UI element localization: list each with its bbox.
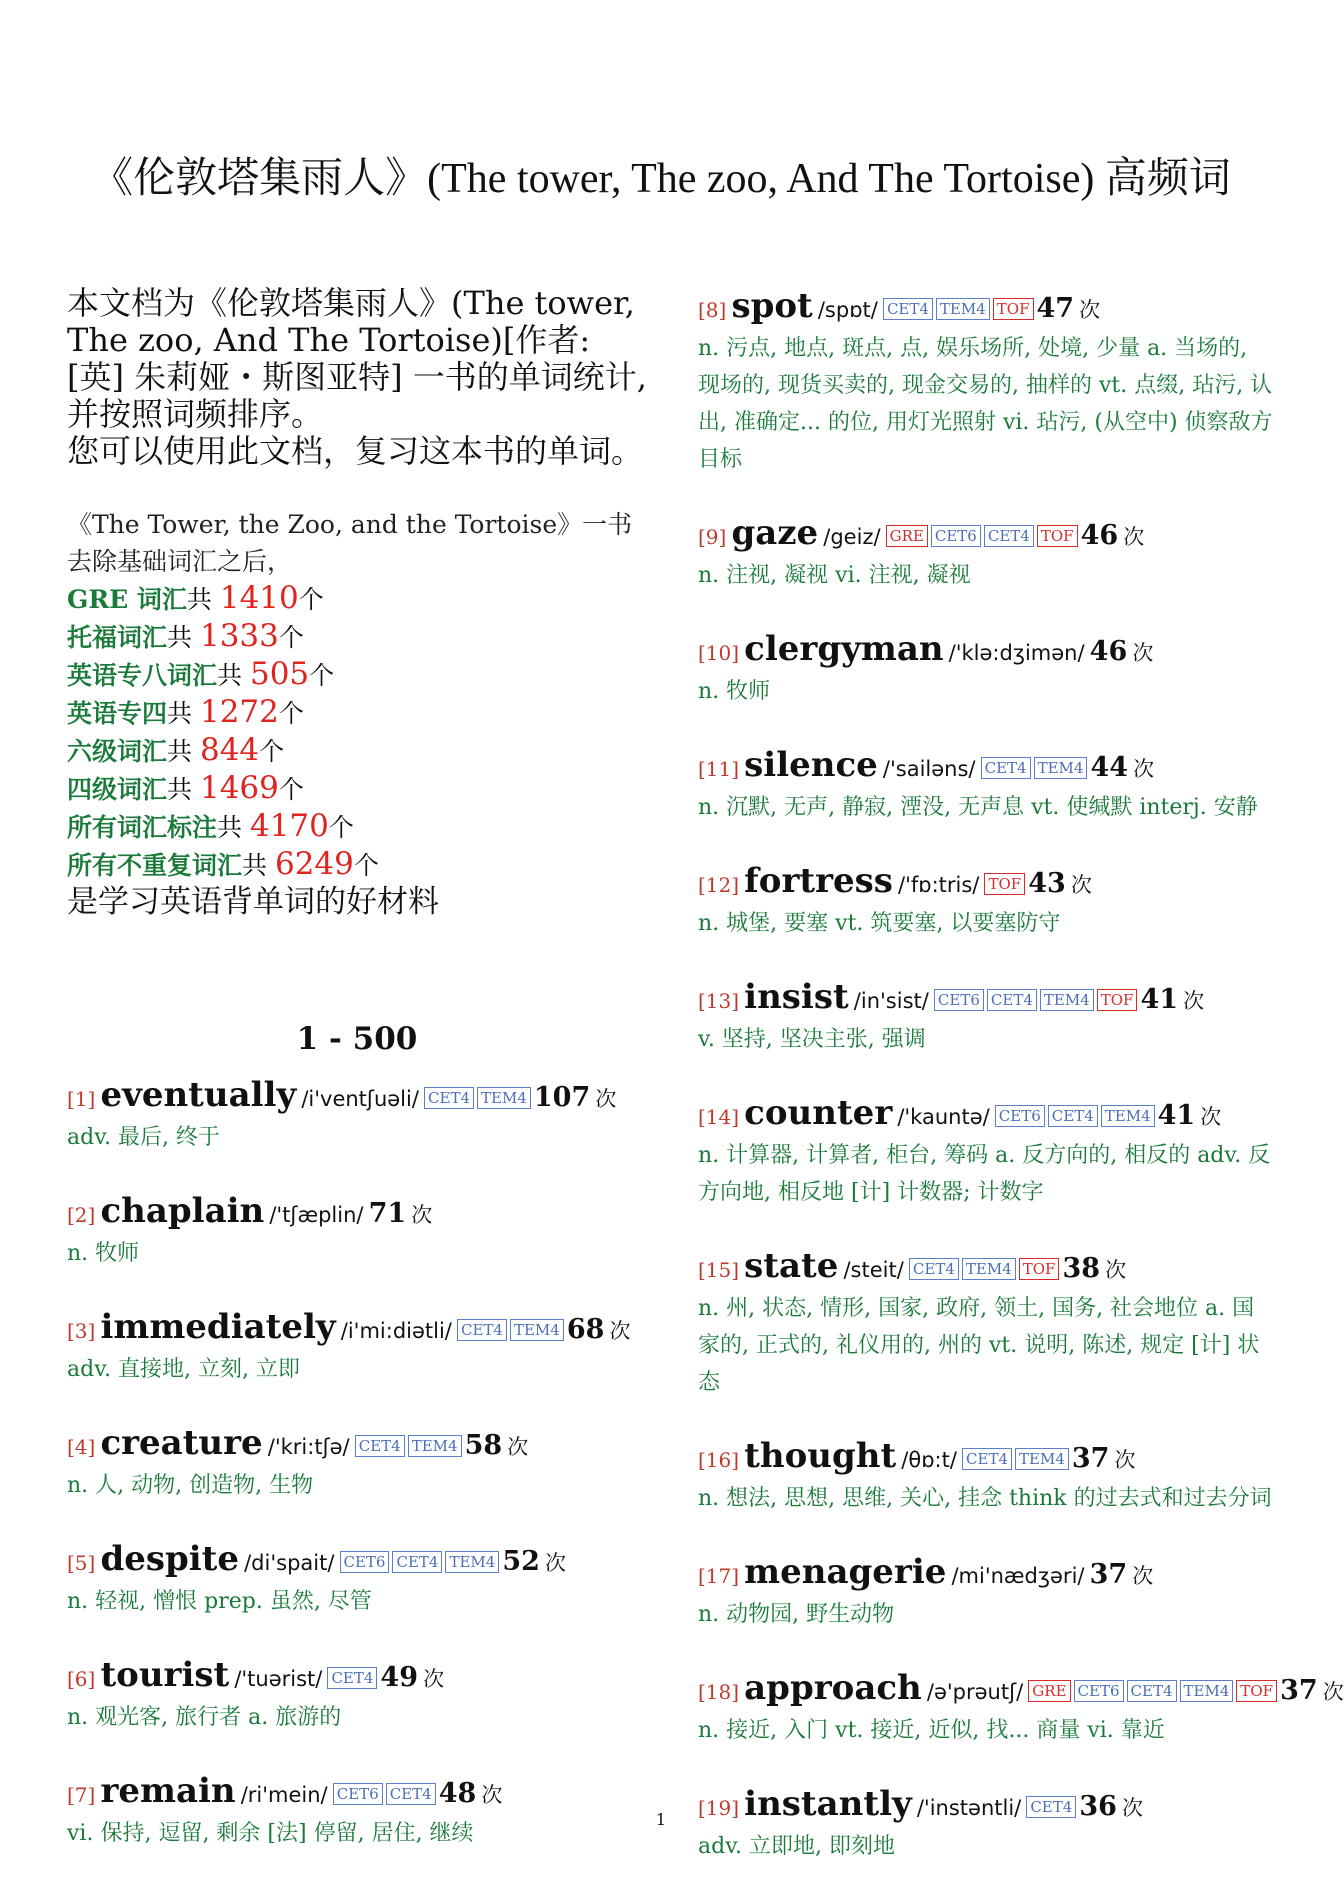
word-entry: [698, 631, 1276, 710]
definition: adv. 立即地, 即刻地: [698, 1834, 895, 1859]
phonetic: /'tuərist/: [234, 1667, 323, 1691]
frequency-count: 49: [380, 1662, 418, 1693]
headword: instantly: [744, 1784, 912, 1824]
stat-connector: 共: [217, 661, 250, 690]
stat-unit: 个: [353, 851, 379, 880]
frequency-count: 38: [1062, 1253, 1101, 1284]
level-tag: CET6: [934, 989, 984, 1011]
headword: gaze: [731, 513, 819, 553]
word-rank: [3]: [67, 1319, 96, 1343]
document-title: 《伦敦塔集雨人》(The tower, The zoo, And The Tortoise) 高频词: [91, 156, 1231, 202]
phonetic: /i'ventʃuəli/: [301, 1087, 419, 1111]
frequency-unit: 次: [1132, 641, 1154, 665]
stat-connector: 共: [167, 775, 200, 804]
entry-header: [698, 979, 1276, 1021]
entry-header: [698, 747, 1276, 789]
phonetic: /'tʃæplin/: [269, 1203, 364, 1227]
frequency-unit: 次: [545, 1551, 566, 1575]
level-tag: CET4: [984, 525, 1034, 547]
word-rank: [6]: [67, 1667, 96, 1691]
entry-header: [698, 515, 1276, 557]
level-tag: TEM4: [1034, 757, 1088, 779]
level-tag: TEM4: [445, 1551, 499, 1573]
entry-header: [698, 1668, 1344, 1712]
stat-count: 1410: [219, 580, 299, 616]
stat-count: 1469: [199, 770, 279, 806]
headword: insist: [744, 977, 849, 1017]
level-tag: GRE: [1028, 1680, 1070, 1702]
level-tag: CET4: [962, 1448, 1012, 1470]
headword: silence: [744, 745, 878, 785]
stat-label: 六级词汇: [67, 737, 168, 766]
frequency-unit: 次: [609, 1319, 631, 1343]
level-tag: CET4: [392, 1551, 442, 1573]
word-list-left: [67, 1077, 647, 1852]
word-entry: [698, 1248, 1276, 1401]
word-rank: [17]: [698, 1564, 740, 1588]
word-entry: [698, 747, 1276, 826]
frequency-unit: 次: [481, 1783, 503, 1807]
entry-header: [698, 631, 1276, 673]
word-entry: [698, 979, 1276, 1058]
level-tag: TOF: [984, 873, 1025, 895]
phonetic: /i'mi:diətli/: [340, 1319, 452, 1343]
frequency-count: 37: [1089, 1559, 1128, 1590]
left-column: [67, 285, 647, 1889]
definition: n. 人, 动物, 创造物, 生物: [67, 1473, 314, 1498]
frequency-unit: 次: [1121, 1796, 1143, 1820]
entry-header: [67, 1425, 647, 1467]
frequency-count: 107: [533, 1082, 591, 1113]
word-entry: [698, 1554, 1276, 1633]
frequency-unit: 次: [595, 1087, 617, 1111]
stat-count: 6249: [274, 846, 354, 882]
level-tag: CET4: [909, 1258, 959, 1280]
stat-count: 505: [249, 656, 310, 692]
level-tag: CET4: [386, 1783, 436, 1805]
frequency-unit: 次: [1200, 1105, 1222, 1129]
frequency-count: 68: [566, 1314, 605, 1345]
range-heading: 1 - 500: [296, 1021, 418, 1057]
frequency-unit: 次: [1105, 1258, 1127, 1282]
phonetic: /'kauntə/: [897, 1105, 990, 1129]
frequency-count: 48: [438, 1778, 477, 1809]
frequency-unit: 次: [1114, 1448, 1136, 1472]
level-tag: TOF: [1037, 525, 1078, 547]
level-tag: CET4: [981, 757, 1031, 779]
stat-count: 4170: [249, 808, 329, 844]
word-entry: [698, 1095, 1276, 1211]
level-tag: TEM4: [936, 298, 990, 320]
definition: n. 城堡, 要塞 vt. 筑要塞, 以要塞防守: [698, 911, 1061, 936]
level-tag: GRE: [886, 525, 928, 547]
stat-unit: 个: [309, 661, 335, 690]
word-rank: [2]: [67, 1203, 96, 1227]
frequency-count: 46: [1080, 520, 1119, 551]
definition: adv. 直接地, 立刻, 立即: [67, 1357, 300, 1382]
vocab-stats: [67, 506, 647, 921]
definition: n. 轻视, 憎恨 prep. 虽然, 尽管: [67, 1589, 372, 1614]
word-rank: [18]: [698, 1680, 740, 1704]
entry-header: [67, 1657, 647, 1699]
frequency-count: 36: [1079, 1791, 1117, 1822]
definition: n. 州, 状态, 情形, 国家, 政府, 领土, 国务, 社会地位 a. 国家的, 正式的, 礼仪用的, 州的 vt. 说明, 陈述, 规定 [计] 状态: [698, 1296, 1260, 1395]
level-tag: TEM4: [477, 1087, 531, 1109]
word-rank: [16]: [698, 1448, 740, 1472]
stat-connector: 共: [167, 737, 200, 766]
word-entry: [67, 1425, 647, 1504]
definition: n. 计算器, 计算者, 柜台, 筹码 a. 反方向的, 相反的 adv. 反方向地, 相反地 [计] 计数器; 计数字: [698, 1143, 1271, 1205]
definition: n. 牧师: [698, 679, 771, 704]
frequency-count: 52: [502, 1546, 540, 1577]
frequency-count: 46: [1089, 636, 1128, 667]
stat-row: [67, 846, 647, 884]
stat-count: 1333: [199, 618, 279, 654]
headword: immediately: [100, 1307, 336, 1347]
level-tag: CET4: [1026, 1796, 1076, 1818]
word-rank: [13]: [698, 989, 740, 1013]
intro-paragraph: 本文档为《伦敦塔集雨人》(The tower, The zoo, And The Tortoise)[作者: [英] 朱莉娅・斯图亚特] 一书的单词统计, 并按照词频排序。: [67, 284, 647, 433]
stat-connector: 共: [186, 585, 220, 614]
frequency-count: 41: [1157, 1100, 1196, 1131]
stat-row: [67, 732, 647, 770]
frequency-count: 44: [1090, 752, 1129, 783]
entry-header: [67, 1773, 647, 1815]
word-entry: [698, 1438, 1276, 1517]
entry-header: [67, 1309, 647, 1351]
phonetic: /'sailəns/: [882, 757, 976, 781]
page-number: 1: [655, 1810, 667, 1829]
level-tag: TOF: [1236, 1680, 1277, 1702]
level-tag: CET4: [883, 298, 933, 320]
frequency-count: 41: [1140, 984, 1179, 1015]
headword: state: [744, 1246, 839, 1286]
phonetic: /mi'nædʒəri/: [951, 1564, 1085, 1588]
phonetic: /'klə:dʒimən/: [948, 641, 1085, 665]
frequency-unit: 次: [1070, 873, 1092, 897]
stat-unit: 个: [278, 699, 304, 728]
frequency-unit: 次: [507, 1435, 529, 1459]
stat-row: [67, 580, 647, 618]
stat-connector: 共: [217, 813, 250, 842]
stat-label: 英语专四: [67, 699, 168, 728]
level-tag: TEM4: [1015, 1448, 1069, 1470]
entry-header: [698, 1095, 1276, 1137]
phonetic: /geiz/: [823, 525, 881, 549]
stat-row: [67, 770, 647, 808]
word-entry: [698, 515, 1276, 594]
headword: thought: [744, 1436, 897, 1476]
level-tag: CET4: [1127, 1680, 1177, 1702]
phonetic: /in'sist/: [853, 989, 929, 1013]
frequency-unit: 次: [1123, 525, 1145, 549]
stat-unit: 个: [278, 775, 304, 804]
frequency-unit: 次: [1079, 298, 1101, 322]
phonetic: /'fɒ:tris/: [898, 873, 980, 897]
definition: n. 污点, 地点, 斑点, 点, 娱乐场所, 处境, 少量 a. 当场的, 现场的, 现货买卖的, 现金交易的, 抽样的 vt. 点缀, 玷污, 认出, 准确定... 的位, 用灯光照射 vi. 玷污, (从空中) 侦察敌方目标: [698, 336, 1273, 472]
level-tag: TOF: [1097, 989, 1138, 1011]
frequency-count: 37: [1280, 1675, 1318, 1706]
word-rank: [11]: [698, 757, 740, 781]
stat-label: GRE 词汇: [67, 585, 187, 614]
stat-unit: 个: [259, 737, 285, 766]
word-rank: [10]: [698, 641, 740, 665]
word-entry: [67, 1193, 647, 1272]
stats-lead: 《The Tower, the Zoo, and the Tortoise》一书去除基础词汇之后，: [67, 510, 633, 576]
word-rank: [5]: [67, 1551, 96, 1575]
headword: creature: [100, 1423, 263, 1463]
word-rank: [9]: [698, 525, 727, 549]
frequency-count: 43: [1028, 868, 1066, 899]
stat-connector: 共: [167, 699, 200, 728]
definition: v. 坚持, 坚决主张, 强调: [698, 1027, 926, 1052]
word-entry: [67, 1657, 647, 1736]
headword: spot: [731, 286, 813, 326]
stat-row: [67, 656, 647, 694]
entry-header: [67, 1077, 647, 1119]
headword: clergyman: [744, 629, 944, 669]
definition: adv. 最后, 终于: [67, 1125, 220, 1150]
headword: tourist: [100, 1655, 230, 1695]
stat-label: 托福词汇: [67, 623, 168, 652]
stat-count: 1272: [199, 694, 279, 730]
word-rank: [19]: [698, 1796, 740, 1820]
phonetic: /ə'prəutʃ/: [926, 1680, 1024, 1704]
frequency-count: 71: [368, 1198, 407, 1229]
phonetic: /θɒ:t/: [901, 1448, 957, 1472]
phonetic: /'instəntli/: [916, 1796, 1022, 1820]
level-tag: CET6: [995, 1105, 1045, 1127]
level-tag: TOF: [993, 298, 1034, 320]
definition: vi. 保持, 逗留, 剩余 [法] 停留, 居住, 继续: [67, 1821, 474, 1846]
word-rank: [1]: [67, 1087, 96, 1111]
word-list-right: [698, 286, 1344, 1865]
word-rank: [8]: [698, 298, 727, 322]
right-column: [698, 286, 1344, 1902]
phonetic: /di'spait/: [244, 1551, 335, 1575]
level-tag: TEM4: [962, 1258, 1016, 1280]
word-entry: [698, 1668, 1344, 1749]
word-entry: [698, 863, 1276, 942]
stat-row: [67, 694, 647, 732]
stat-unit: 个: [298, 585, 324, 614]
level-tag: TOF: [1019, 1258, 1060, 1280]
entry-header: [67, 1541, 647, 1583]
entry-header: [698, 288, 1276, 330]
stat-connector: 共: [167, 623, 200, 652]
definition: n. 注视, 凝视 vi. 注视, 凝视: [698, 563, 971, 588]
frequency-unit: 次: [1132, 1564, 1154, 1588]
entry-header: [698, 1438, 1276, 1480]
definition: n. 想法, 思想, 思维, 关心, 挂念 think 的过去式和过去分词: [698, 1486, 1272, 1511]
word-entry: [67, 1309, 647, 1388]
phonetic: /steit/: [843, 1258, 904, 1282]
headword: remain: [100, 1771, 236, 1811]
definition: n. 接近, 入门 vt. 接近, 近似, 找... 商量 vi. 靠近: [698, 1718, 1165, 1743]
definition: n. 沉默, 无声, 静寂, 湮没, 无声息 vt. 使缄默 interj. 安静: [698, 795, 1258, 820]
word-rank: [12]: [698, 873, 740, 897]
stat-label: 四级词汇: [67, 775, 168, 804]
frequency-count: 37: [1071, 1443, 1110, 1474]
headword: approach: [744, 1668, 922, 1708]
entry-header: [698, 1248, 1276, 1290]
stat-unit: 个: [328, 813, 354, 842]
headword: fortress: [744, 861, 893, 901]
entry-header: [67, 1193, 647, 1235]
stat-label: 英语专八词汇: [67, 661, 218, 690]
phonetic: /'kri:tʃə/: [267, 1435, 350, 1459]
entry-header: [698, 1554, 1276, 1596]
level-tag: CET4: [1048, 1105, 1098, 1127]
word-entry: [698, 288, 1276, 478]
phonetic: /ri'mein/: [240, 1783, 328, 1807]
definition: n. 观光客, 旅行者 a. 旅游的: [67, 1705, 342, 1730]
stats-outro: 是学习英语背单词的好材料: [67, 884, 439, 920]
level-tag: TEM4: [408, 1435, 462, 1457]
headword: menagerie: [744, 1552, 947, 1592]
stat-row: [67, 618, 647, 656]
stat-connector: 共: [242, 851, 275, 880]
level-tag: CET4: [457, 1319, 507, 1341]
headword: chaplain: [100, 1191, 265, 1231]
level-tag: CET6: [333, 1783, 383, 1805]
frequency-count: 47: [1036, 293, 1075, 324]
level-tag: CET4: [327, 1667, 377, 1689]
level-tag: CET4: [987, 989, 1037, 1011]
intro-paragraph: 您可以使用此文档，复习这本书的单词。: [67, 432, 644, 470]
headword: counter: [744, 1093, 893, 1133]
stat-row: [67, 808, 647, 846]
frequency-unit: 次: [1183, 989, 1205, 1013]
word-rank: [4]: [67, 1435, 96, 1459]
stat-count: 844: [199, 732, 260, 768]
level-tag: TEM4: [1040, 989, 1094, 1011]
intro-text: [67, 285, 647, 470]
level-tag: TEM4: [510, 1319, 564, 1341]
word-rank: [7]: [67, 1783, 96, 1807]
word-entry: [67, 1541, 647, 1620]
definition: n. 动物园, 野生动物: [698, 1602, 895, 1627]
level-tag: CET6: [931, 525, 981, 547]
definition: n. 牧师: [67, 1241, 140, 1266]
level-tag: CET4: [424, 1087, 474, 1109]
entry-header: [698, 863, 1276, 905]
word-entry: [67, 1077, 647, 1156]
phonetic: /spɒt/: [817, 298, 878, 322]
level-tag: CET4: [355, 1435, 405, 1457]
level-tag: TEM4: [1101, 1105, 1155, 1127]
stat-label: 所有词汇标注: [67, 813, 218, 842]
level-tag: CET6: [340, 1551, 390, 1573]
headword: despite: [100, 1539, 240, 1579]
level-tag: CET6: [1074, 1680, 1124, 1702]
frequency-count: 58: [464, 1430, 503, 1461]
level-tag: TEM4: [1180, 1680, 1234, 1702]
stats-list: [67, 580, 647, 884]
frequency-unit: 次: [411, 1203, 433, 1227]
word-rank: [15]: [698, 1258, 740, 1282]
frequency-unit: 次: [1322, 1680, 1344, 1704]
headword: eventually: [100, 1075, 297, 1115]
frequency-unit: 次: [423, 1667, 445, 1691]
stat-unit: 个: [278, 623, 304, 652]
frequency-unit: 次: [1133, 757, 1155, 781]
word-rank: [14]: [698, 1105, 740, 1129]
stat-label: 所有不重复词汇: [67, 851, 243, 880]
